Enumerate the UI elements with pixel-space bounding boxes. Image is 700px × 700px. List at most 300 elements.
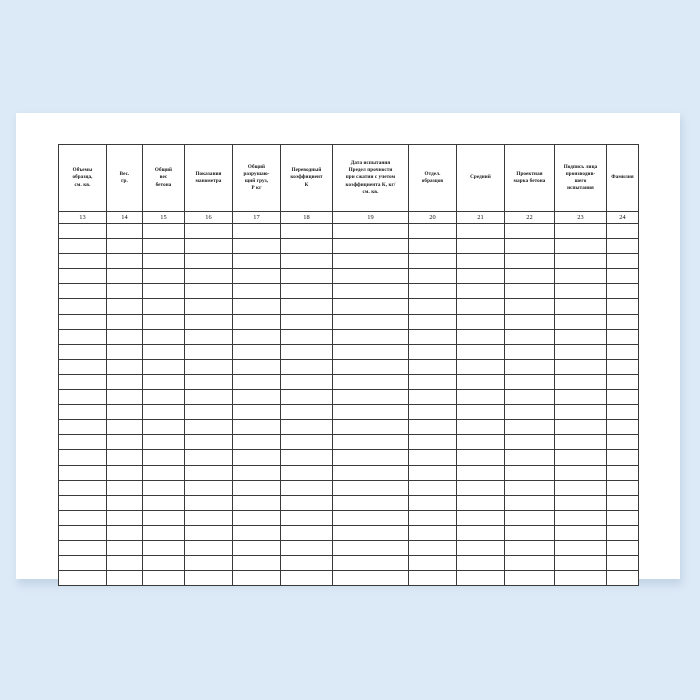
table-row[interactable] bbox=[59, 405, 639, 420]
table-cell[interactable] bbox=[555, 510, 607, 525]
table-cell[interactable] bbox=[281, 525, 333, 540]
table-cell[interactable] bbox=[333, 420, 409, 435]
table-cell[interactable] bbox=[409, 390, 457, 405]
table-cell[interactable] bbox=[555, 420, 607, 435]
table-cell[interactable] bbox=[409, 525, 457, 540]
table-cell[interactable] bbox=[185, 540, 233, 555]
table-cell[interactable] bbox=[457, 465, 505, 480]
table-cell[interactable] bbox=[59, 359, 107, 374]
table-cell[interactable] bbox=[281, 495, 333, 510]
table-cell[interactable] bbox=[281, 329, 333, 344]
table-cell[interactable] bbox=[333, 239, 409, 254]
table-cell[interactable] bbox=[555, 314, 607, 329]
table-cell[interactable] bbox=[281, 510, 333, 525]
table-cell[interactable] bbox=[233, 571, 281, 586]
table-cell[interactable] bbox=[143, 571, 185, 586]
table-cell[interactable] bbox=[409, 510, 457, 525]
table-cell[interactable] bbox=[281, 314, 333, 329]
table-cell[interactable] bbox=[107, 224, 143, 239]
table-row[interactable] bbox=[59, 510, 639, 525]
table-cell[interactable] bbox=[505, 510, 555, 525]
table-cell[interactable] bbox=[333, 344, 409, 359]
table-cell[interactable] bbox=[505, 495, 555, 510]
table-cell[interactable] bbox=[233, 405, 281, 420]
table-cell[interactable] bbox=[59, 344, 107, 359]
table-cell[interactable] bbox=[555, 344, 607, 359]
table-cell[interactable] bbox=[143, 374, 185, 389]
table-cell[interactable] bbox=[59, 284, 107, 299]
table-cell[interactable] bbox=[281, 224, 333, 239]
table-cell[interactable] bbox=[333, 556, 409, 571]
table-cell[interactable] bbox=[505, 405, 555, 420]
table-cell[interactable] bbox=[409, 314, 457, 329]
table-cell[interactable] bbox=[457, 390, 505, 405]
table-cell[interactable] bbox=[607, 269, 639, 284]
table-row[interactable] bbox=[59, 420, 639, 435]
table-cell[interactable] bbox=[555, 359, 607, 374]
table-cell[interactable] bbox=[409, 571, 457, 586]
table-cell[interactable] bbox=[457, 224, 505, 239]
table-cell[interactable] bbox=[59, 254, 107, 269]
table-cell[interactable] bbox=[185, 329, 233, 344]
table-cell[interactable] bbox=[59, 420, 107, 435]
table-row[interactable] bbox=[59, 556, 639, 571]
table-cell[interactable] bbox=[607, 254, 639, 269]
table-cell[interactable] bbox=[143, 239, 185, 254]
table-cell[interactable] bbox=[185, 480, 233, 495]
table-cell[interactable] bbox=[333, 405, 409, 420]
table-cell[interactable] bbox=[185, 224, 233, 239]
table-cell[interactable] bbox=[185, 556, 233, 571]
table-cell[interactable] bbox=[505, 571, 555, 586]
table-cell[interactable] bbox=[107, 269, 143, 284]
table-cell[interactable] bbox=[185, 374, 233, 389]
table-cell[interactable] bbox=[59, 390, 107, 405]
table-cell[interactable] bbox=[555, 374, 607, 389]
table-cell[interactable] bbox=[607, 510, 639, 525]
table-cell[interactable] bbox=[233, 299, 281, 314]
table-cell[interactable] bbox=[409, 480, 457, 495]
table-row[interactable] bbox=[59, 374, 639, 389]
table-cell[interactable] bbox=[59, 571, 107, 586]
table-cell[interactable] bbox=[185, 510, 233, 525]
table-cell[interactable] bbox=[233, 224, 281, 239]
table-cell[interactable] bbox=[233, 239, 281, 254]
table-cell[interactable] bbox=[505, 359, 555, 374]
table-cell[interactable] bbox=[59, 329, 107, 344]
table-cell[interactable] bbox=[505, 480, 555, 495]
table-cell[interactable] bbox=[281, 405, 333, 420]
table-row[interactable] bbox=[59, 359, 639, 374]
table-cell[interactable] bbox=[233, 525, 281, 540]
table-cell[interactable] bbox=[505, 450, 555, 465]
table-cell[interactable] bbox=[185, 465, 233, 480]
table-cell[interactable] bbox=[457, 571, 505, 586]
table-cell[interactable] bbox=[505, 239, 555, 254]
table-cell[interactable] bbox=[607, 435, 639, 450]
table-cell[interactable] bbox=[107, 254, 143, 269]
table-cell[interactable] bbox=[59, 269, 107, 284]
table-cell[interactable] bbox=[143, 495, 185, 510]
table-cell[interactable] bbox=[555, 435, 607, 450]
table-cell[interactable] bbox=[233, 284, 281, 299]
table-cell[interactable] bbox=[457, 540, 505, 555]
table-cell[interactable] bbox=[607, 359, 639, 374]
table-cell[interactable] bbox=[233, 359, 281, 374]
table-cell[interactable] bbox=[555, 299, 607, 314]
table-cell[interactable] bbox=[107, 314, 143, 329]
table-cell[interactable] bbox=[409, 344, 457, 359]
table-cell[interactable] bbox=[607, 374, 639, 389]
table-cell[interactable] bbox=[409, 254, 457, 269]
table-cell[interactable] bbox=[59, 299, 107, 314]
table-cell[interactable] bbox=[281, 465, 333, 480]
table-cell[interactable] bbox=[107, 465, 143, 480]
table-cell[interactable] bbox=[607, 405, 639, 420]
table-cell[interactable] bbox=[333, 435, 409, 450]
table-cell[interactable] bbox=[107, 239, 143, 254]
table-cell[interactable] bbox=[107, 450, 143, 465]
table-cell[interactable] bbox=[233, 254, 281, 269]
table-cell[interactable] bbox=[333, 269, 409, 284]
table-cell[interactable] bbox=[107, 510, 143, 525]
table-cell[interactable] bbox=[505, 374, 555, 389]
table-cell[interactable] bbox=[107, 374, 143, 389]
table-cell[interactable] bbox=[281, 239, 333, 254]
table-cell[interactable] bbox=[457, 556, 505, 571]
table-cell[interactable] bbox=[607, 224, 639, 239]
table-cell[interactable] bbox=[505, 254, 555, 269]
table-cell[interactable] bbox=[281, 540, 333, 555]
table-cell[interactable] bbox=[607, 480, 639, 495]
table-cell[interactable] bbox=[457, 344, 505, 359]
table-cell[interactable] bbox=[281, 359, 333, 374]
table-row[interactable] bbox=[59, 465, 639, 480]
table-cell[interactable] bbox=[233, 495, 281, 510]
table-cell[interactable] bbox=[233, 465, 281, 480]
table-cell[interactable] bbox=[457, 284, 505, 299]
table-cell[interactable] bbox=[59, 525, 107, 540]
table-cell[interactable] bbox=[333, 314, 409, 329]
table-cell[interactable] bbox=[107, 405, 143, 420]
table-cell[interactable] bbox=[555, 284, 607, 299]
table-cell[interactable] bbox=[233, 435, 281, 450]
table-cell[interactable] bbox=[505, 435, 555, 450]
table-cell[interactable] bbox=[555, 525, 607, 540]
table-cell[interactable] bbox=[59, 405, 107, 420]
table-cell[interactable] bbox=[185, 239, 233, 254]
table-cell[interactable] bbox=[107, 344, 143, 359]
table-cell[interactable] bbox=[107, 540, 143, 555]
table-cell[interactable] bbox=[59, 540, 107, 555]
table-cell[interactable] bbox=[107, 556, 143, 571]
table-cell[interactable] bbox=[107, 284, 143, 299]
table-cell[interactable] bbox=[505, 420, 555, 435]
table-cell[interactable] bbox=[333, 284, 409, 299]
table-cell[interactable] bbox=[59, 495, 107, 510]
table-cell[interactable] bbox=[607, 299, 639, 314]
table-cell[interactable] bbox=[185, 435, 233, 450]
table-cell[interactable] bbox=[607, 465, 639, 480]
table-cell[interactable] bbox=[607, 344, 639, 359]
table-cell[interactable] bbox=[409, 465, 457, 480]
table-cell[interactable] bbox=[59, 435, 107, 450]
table-cell[interactable] bbox=[143, 224, 185, 239]
table-cell[interactable] bbox=[281, 254, 333, 269]
table-cell[interactable] bbox=[505, 525, 555, 540]
table-cell[interactable] bbox=[333, 540, 409, 555]
table-cell[interactable] bbox=[555, 571, 607, 586]
table-cell[interactable] bbox=[143, 525, 185, 540]
table-cell[interactable] bbox=[409, 224, 457, 239]
table-cell[interactable] bbox=[409, 329, 457, 344]
table-cell[interactable] bbox=[555, 450, 607, 465]
table-cell[interactable] bbox=[457, 405, 505, 420]
table-cell[interactable] bbox=[505, 224, 555, 239]
table-cell[interactable] bbox=[281, 374, 333, 389]
table-cell[interactable] bbox=[143, 329, 185, 344]
table-cell[interactable] bbox=[409, 359, 457, 374]
table-cell[interactable] bbox=[281, 420, 333, 435]
table-row[interactable] bbox=[59, 224, 639, 239]
table-cell[interactable] bbox=[143, 435, 185, 450]
table-cell[interactable] bbox=[457, 254, 505, 269]
table-cell[interactable] bbox=[59, 465, 107, 480]
table-cell[interactable] bbox=[185, 269, 233, 284]
table-cell[interactable] bbox=[107, 390, 143, 405]
table-cell[interactable] bbox=[333, 329, 409, 344]
table-cell[interactable] bbox=[185, 359, 233, 374]
table-cell[interactable] bbox=[555, 390, 607, 405]
table-cell[interactable] bbox=[457, 329, 505, 344]
table-cell[interactable] bbox=[505, 269, 555, 284]
table-cell[interactable] bbox=[185, 495, 233, 510]
table-cell[interactable] bbox=[555, 480, 607, 495]
table-cell[interactable] bbox=[143, 299, 185, 314]
table-cell[interactable] bbox=[607, 571, 639, 586]
table-cell[interactable] bbox=[333, 571, 409, 586]
table-cell[interactable] bbox=[457, 480, 505, 495]
table-cell[interactable] bbox=[233, 540, 281, 555]
table-cell[interactable] bbox=[333, 359, 409, 374]
table-cell[interactable] bbox=[457, 374, 505, 389]
table-cell[interactable] bbox=[233, 344, 281, 359]
table-cell[interactable] bbox=[607, 390, 639, 405]
table-cell[interactable] bbox=[233, 556, 281, 571]
table-cell[interactable] bbox=[409, 284, 457, 299]
table-cell[interactable] bbox=[555, 269, 607, 284]
table-cell[interactable] bbox=[607, 525, 639, 540]
table-cell[interactable] bbox=[59, 450, 107, 465]
table-cell[interactable] bbox=[281, 435, 333, 450]
table-cell[interactable] bbox=[233, 390, 281, 405]
table-cell[interactable] bbox=[333, 450, 409, 465]
table-cell[interactable] bbox=[457, 269, 505, 284]
table-cell[interactable] bbox=[409, 435, 457, 450]
table-cell[interactable] bbox=[457, 359, 505, 374]
table-cell[interactable] bbox=[333, 390, 409, 405]
table-row[interactable] bbox=[59, 344, 639, 359]
table-cell[interactable] bbox=[333, 224, 409, 239]
table-cell[interactable] bbox=[333, 299, 409, 314]
table-cell[interactable] bbox=[143, 420, 185, 435]
table-cell[interactable] bbox=[607, 420, 639, 435]
table-cell[interactable] bbox=[281, 344, 333, 359]
table-cell[interactable] bbox=[281, 269, 333, 284]
table-row[interactable] bbox=[59, 525, 639, 540]
table-cell[interactable] bbox=[185, 314, 233, 329]
table-row[interactable] bbox=[59, 314, 639, 329]
table-cell[interactable] bbox=[233, 269, 281, 284]
table-cell[interactable] bbox=[185, 571, 233, 586]
table-cell[interactable] bbox=[59, 224, 107, 239]
table-cell[interactable] bbox=[409, 420, 457, 435]
table-cell[interactable] bbox=[555, 556, 607, 571]
table-cell[interactable] bbox=[107, 420, 143, 435]
table-cell[interactable] bbox=[607, 556, 639, 571]
table-row[interactable] bbox=[59, 269, 639, 284]
table-cell[interactable] bbox=[233, 480, 281, 495]
table-cell[interactable] bbox=[457, 450, 505, 465]
table-cell[interactable] bbox=[185, 525, 233, 540]
table-row[interactable] bbox=[59, 254, 639, 269]
table-cell[interactable] bbox=[107, 571, 143, 586]
table-cell[interactable] bbox=[333, 495, 409, 510]
table-cell[interactable] bbox=[607, 450, 639, 465]
table-cell[interactable] bbox=[233, 329, 281, 344]
table-cell[interactable] bbox=[143, 510, 185, 525]
table-cell[interactable] bbox=[233, 374, 281, 389]
table-cell[interactable] bbox=[457, 495, 505, 510]
table-cell[interactable] bbox=[409, 269, 457, 284]
table-cell[interactable] bbox=[185, 390, 233, 405]
table-cell[interactable] bbox=[555, 405, 607, 420]
table-cell[interactable] bbox=[143, 314, 185, 329]
table-cell[interactable] bbox=[505, 556, 555, 571]
table-cell[interactable] bbox=[409, 405, 457, 420]
table-row[interactable] bbox=[59, 435, 639, 450]
table-cell[interactable] bbox=[333, 465, 409, 480]
table-cell[interactable] bbox=[607, 540, 639, 555]
table-cell[interactable] bbox=[59, 314, 107, 329]
table-cell[interactable] bbox=[333, 480, 409, 495]
table-cell[interactable] bbox=[185, 284, 233, 299]
table-cell[interactable] bbox=[281, 480, 333, 495]
table-cell[interactable] bbox=[143, 480, 185, 495]
table-cell[interactable] bbox=[143, 450, 185, 465]
table-row[interactable] bbox=[59, 284, 639, 299]
table-cell[interactable] bbox=[555, 254, 607, 269]
table-cell[interactable] bbox=[555, 239, 607, 254]
table-cell[interactable] bbox=[107, 299, 143, 314]
table-cell[interactable] bbox=[409, 556, 457, 571]
table-cell[interactable] bbox=[333, 525, 409, 540]
table-cell[interactable] bbox=[233, 420, 281, 435]
table-cell[interactable] bbox=[59, 374, 107, 389]
table-cell[interactable] bbox=[281, 571, 333, 586]
table-cell[interactable] bbox=[143, 540, 185, 555]
table-cell[interactable] bbox=[505, 540, 555, 555]
table-cell[interactable] bbox=[185, 420, 233, 435]
table-cell[interactable] bbox=[555, 465, 607, 480]
table-row[interactable] bbox=[59, 480, 639, 495]
table-cell[interactable] bbox=[505, 314, 555, 329]
table-cell[interactable] bbox=[457, 299, 505, 314]
table-row[interactable] bbox=[59, 239, 639, 254]
table-cell[interactable] bbox=[233, 314, 281, 329]
table-row[interactable] bbox=[59, 540, 639, 555]
table-cell[interactable] bbox=[505, 299, 555, 314]
table-cell[interactable] bbox=[107, 480, 143, 495]
table-cell[interactable] bbox=[143, 269, 185, 284]
table-cell[interactable] bbox=[333, 374, 409, 389]
table-cell[interactable] bbox=[185, 405, 233, 420]
table-cell[interactable] bbox=[107, 495, 143, 510]
table-cell[interactable] bbox=[505, 329, 555, 344]
table-row[interactable] bbox=[59, 390, 639, 405]
table-cell[interactable] bbox=[143, 465, 185, 480]
table-cell[interactable] bbox=[185, 450, 233, 465]
table-cell[interactable] bbox=[143, 390, 185, 405]
table-cell[interactable] bbox=[59, 480, 107, 495]
table-cell[interactable] bbox=[333, 510, 409, 525]
table-cell[interactable] bbox=[59, 556, 107, 571]
table-cell[interactable] bbox=[59, 510, 107, 525]
table-cell[interactable] bbox=[143, 556, 185, 571]
table-cell[interactable] bbox=[107, 359, 143, 374]
table-cell[interactable] bbox=[281, 284, 333, 299]
table-cell[interactable] bbox=[281, 556, 333, 571]
table-row[interactable] bbox=[59, 495, 639, 510]
table-cell[interactable] bbox=[607, 284, 639, 299]
table-cell[interactable] bbox=[143, 359, 185, 374]
table-cell[interactable] bbox=[233, 450, 281, 465]
table-cell[interactable] bbox=[143, 284, 185, 299]
table-cell[interactable] bbox=[333, 254, 409, 269]
table-cell[interactable] bbox=[555, 329, 607, 344]
table-row[interactable] bbox=[59, 299, 639, 314]
table-cell[interactable] bbox=[505, 284, 555, 299]
table-cell[interactable] bbox=[409, 299, 457, 314]
table-cell[interactable] bbox=[457, 239, 505, 254]
table-cell[interactable] bbox=[185, 254, 233, 269]
table-cell[interactable] bbox=[233, 510, 281, 525]
table-cell[interactable] bbox=[107, 525, 143, 540]
table-cell[interactable] bbox=[457, 525, 505, 540]
table-cell[interactable] bbox=[607, 314, 639, 329]
table-cell[interactable] bbox=[607, 239, 639, 254]
table-cell[interactable] bbox=[59, 239, 107, 254]
table-row[interactable] bbox=[59, 450, 639, 465]
table-cell[interactable] bbox=[185, 299, 233, 314]
table-cell[interactable] bbox=[107, 329, 143, 344]
table-cell[interactable] bbox=[409, 540, 457, 555]
table-cell[interactable] bbox=[607, 495, 639, 510]
table-cell[interactable] bbox=[409, 495, 457, 510]
table-cell[interactable] bbox=[555, 495, 607, 510]
table-cell[interactable] bbox=[505, 390, 555, 405]
table-cell[interactable] bbox=[555, 224, 607, 239]
table-cell[interactable] bbox=[457, 314, 505, 329]
table-cell[interactable] bbox=[409, 450, 457, 465]
table-row[interactable] bbox=[59, 571, 639, 586]
table-cell[interactable] bbox=[281, 299, 333, 314]
table-row[interactable] bbox=[59, 329, 639, 344]
table-cell[interactable] bbox=[505, 344, 555, 359]
table-cell[interactable] bbox=[409, 239, 457, 254]
table-cell[interactable] bbox=[107, 435, 143, 450]
table-cell[interactable] bbox=[607, 329, 639, 344]
